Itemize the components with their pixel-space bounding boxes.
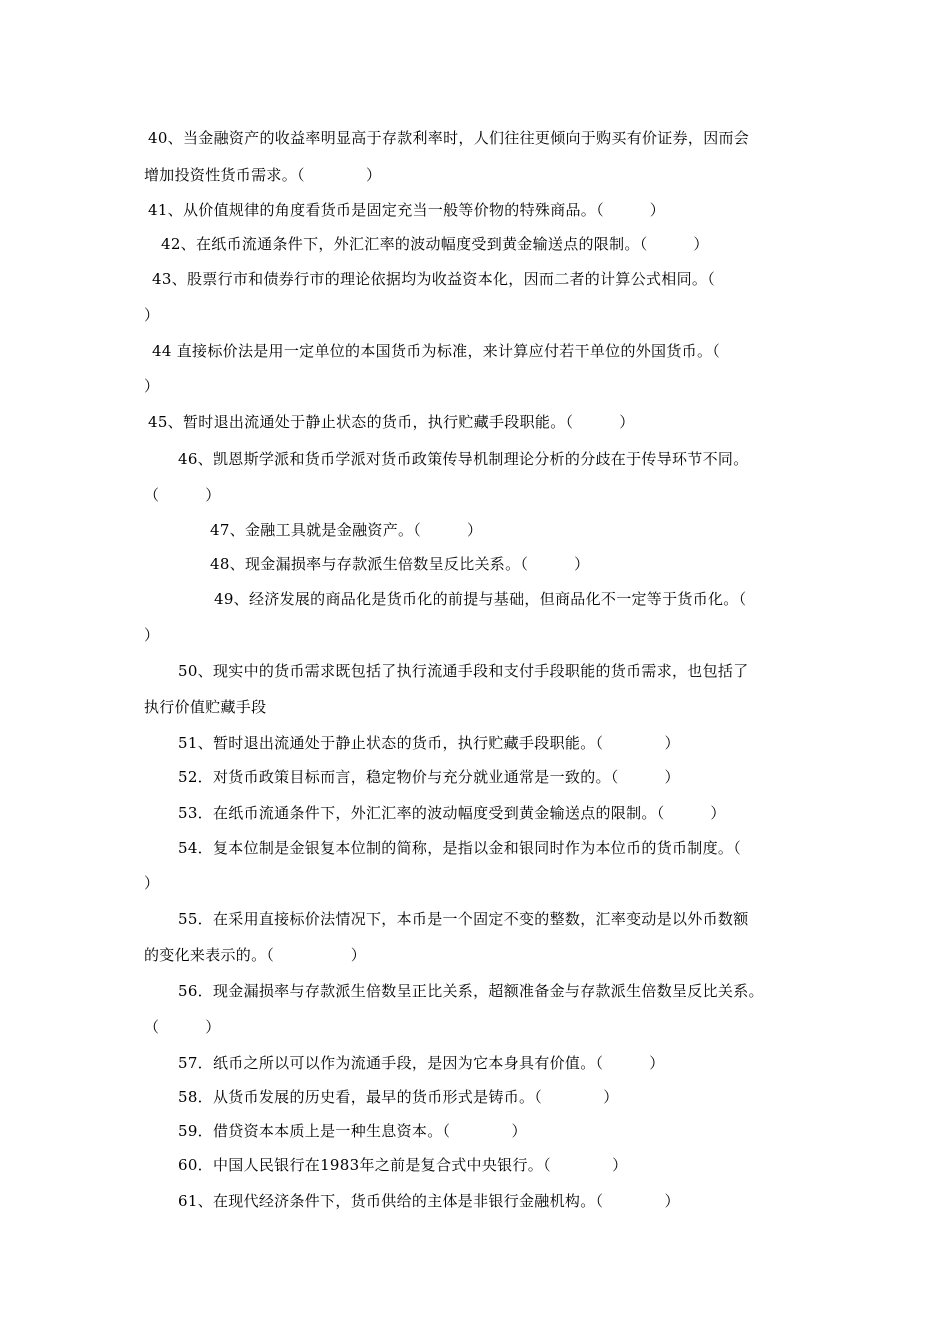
text-line: 47、金融工具就是金融资产。（ ） bbox=[210, 521, 483, 539]
text-line: 增加投资性货币需求。（ ） bbox=[144, 166, 382, 184]
text-line: （ ） bbox=[144, 1018, 221, 1036]
text-line: 42、在纸币流通条件下，外汇汇率的波动幅度受到黄金输送点的限制。（ ） bbox=[161, 235, 709, 253]
text-line: 60．中国人民银行在1983年之前是复合式中央银行。（ ） bbox=[178, 1156, 628, 1174]
text-line: ） bbox=[144, 306, 160, 324]
text-line: 49、经济发展的商品化是货币化的前提与基础，但商品化不一定等于货币化。（ bbox=[214, 590, 747, 608]
text-line: （ ） bbox=[144, 486, 221, 504]
text-line: 58．从货币发展的历史看，最早的货币形式是铸币。（ ） bbox=[178, 1088, 619, 1106]
text-line: ） bbox=[144, 377, 160, 395]
text-line: 40、当金融资产的收益率明显高于存款利率时，人们往往更倾向于购买有价证券，因而会 bbox=[148, 129, 750, 147]
text-line: 41、从价值规律的角度看货币是固定充当一般等价物的特殊商品。（ ） bbox=[148, 201, 666, 219]
text-line: 52．对货币政策目标而言，稳定物价与充分就业通常是一致的。（ ） bbox=[178, 768, 680, 786]
text-line: 59．借贷资本本质上是一种生息资本。（ ） bbox=[178, 1122, 527, 1140]
text-line: 55．在采用直接标价法情况下，本币是一个固定不变的整数，汇率变动是以外币数额 bbox=[178, 910, 749, 928]
text-line: 45、暂时退出流通处于静止状态的货币，执行贮藏手段职能。（ ） bbox=[148, 413, 635, 431]
text-line: 44 直接标价法是用一定单位的本国货币为标准，来计算应付若干单位的外国货币。（ bbox=[152, 342, 721, 360]
text-line: 50、现实中的货币需求既包括了执行流通手段和支付手段职能的货币需求，也包括了 bbox=[178, 662, 749, 680]
text-line: 51、暂时退出流通处于静止状态的货币，执行贮藏手段职能。（ ） bbox=[178, 734, 680, 752]
text-line: 46、凯恩斯学派和货币学派对货币政策传导机制理论分析的分歧在于传导环节不同。 bbox=[178, 450, 749, 468]
text-line: 执行价值贮藏手段 bbox=[144, 698, 267, 716]
text-line: 的变化来表示的。（ ） bbox=[144, 946, 367, 964]
text-line: 43、股票行市和债券行市的理论依据均为收益资本化，因而二者的计算公式相同。（ bbox=[152, 270, 715, 288]
text-line: ） bbox=[144, 626, 160, 644]
text-line: 54．复本位制是金银复本位制的简称，是指以金和银同时作为本位币的货币制度。（ bbox=[178, 839, 741, 857]
text-line: 53．在纸币流通条件下，外汇汇率的波动幅度受到黄金输送点的限制。（ ） bbox=[178, 804, 726, 822]
text-line: 57．纸币之所以可以作为流通手段，是因为它本身具有价值。（ ） bbox=[178, 1054, 665, 1072]
text-line: 48、现金漏损率与存款派生倍数呈反比关系。（ ） bbox=[210, 555, 590, 573]
text-line: ） bbox=[144, 874, 160, 892]
text-line: 61、在现代经济条件下，货币供给的主体是非银行金融机构。（ ） bbox=[178, 1192, 680, 1210]
text-line: 56．现金漏损率与存款派生倍数呈正比关系，超额准备金与存款派生倍数呈反比关系。 bbox=[178, 982, 764, 1000]
